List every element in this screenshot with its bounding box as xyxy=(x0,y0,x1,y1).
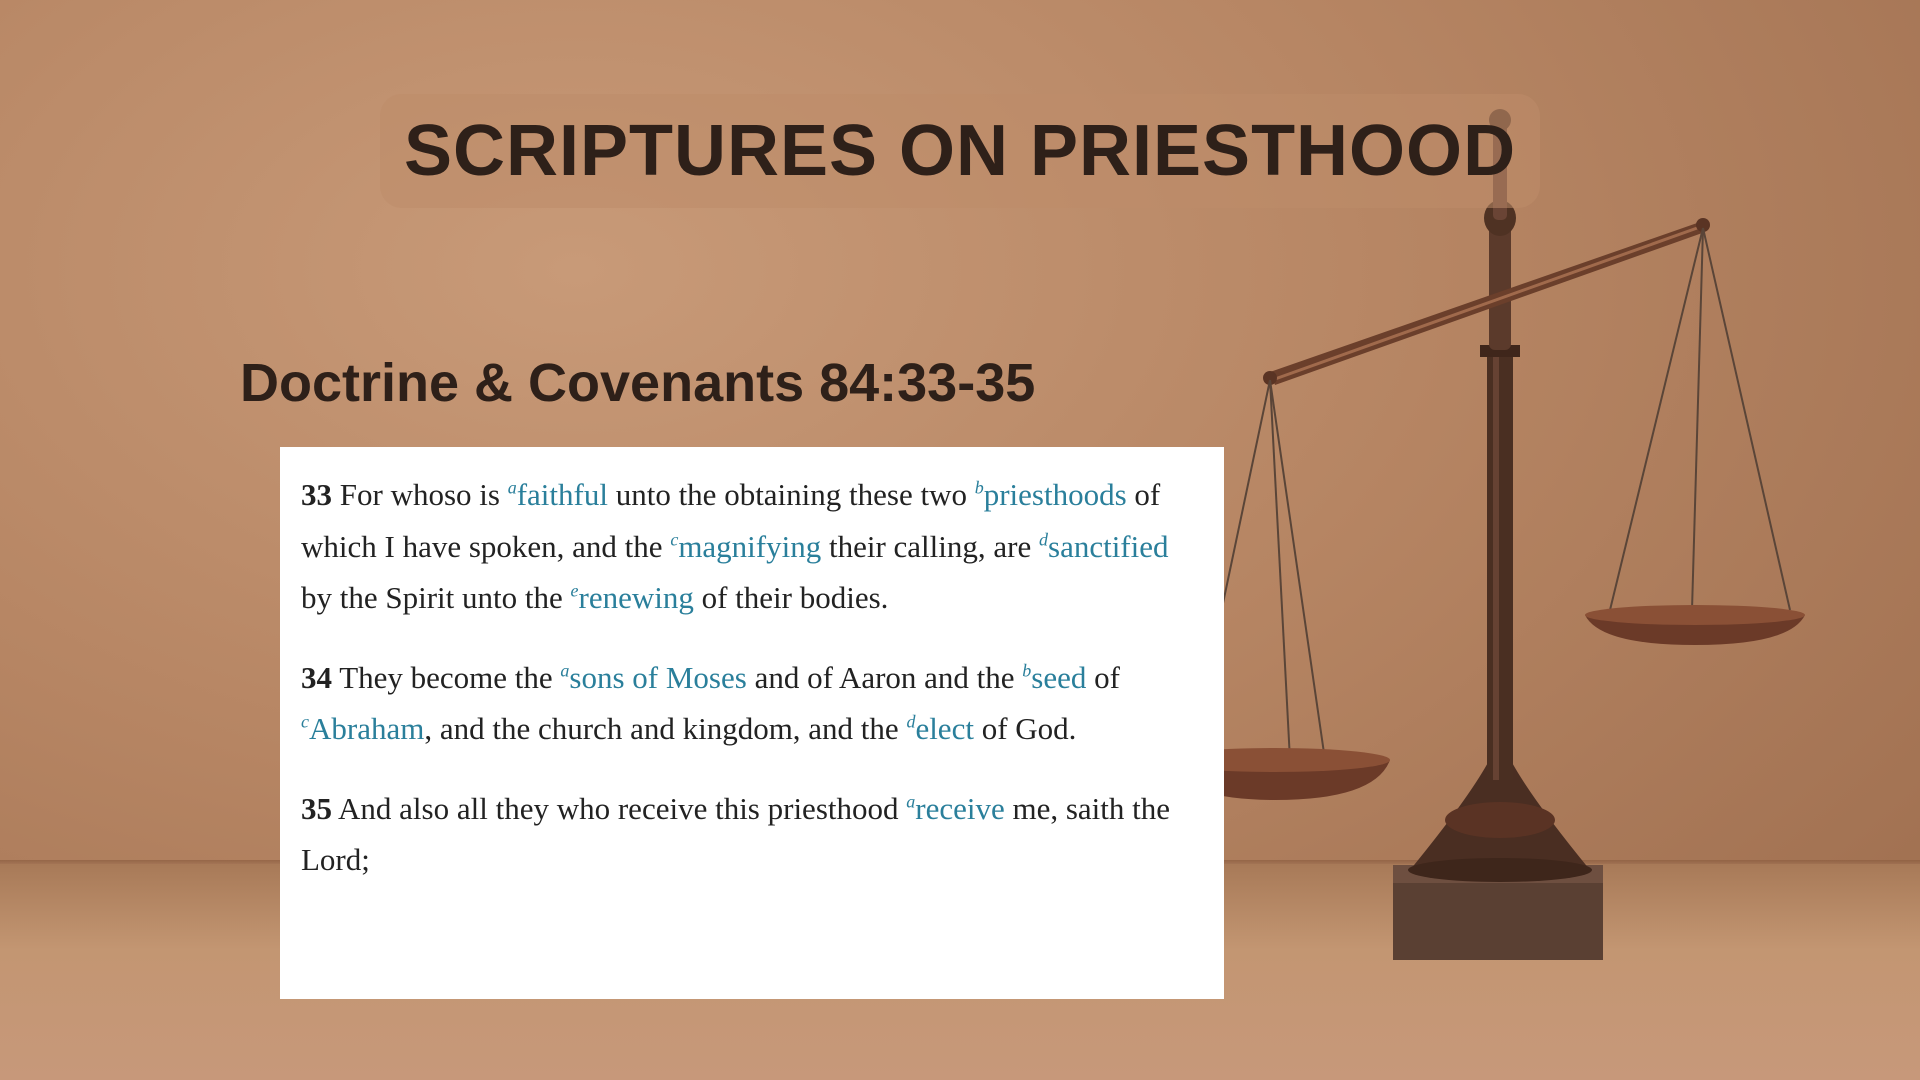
footnote-link[interactable]: priesthoods xyxy=(983,477,1127,512)
verse-text: of their bodies. xyxy=(693,580,889,615)
verse-number: 33 xyxy=(301,477,332,512)
verse-text: their calling, are xyxy=(821,528,1039,564)
footnote-marker[interactable]: a xyxy=(560,660,570,681)
footnote-link[interactable]: sanctified xyxy=(1048,528,1169,564)
footnote-marker[interactable]: c xyxy=(670,529,679,550)
footnote-link[interactable]: Abraham xyxy=(309,711,425,746)
footnote-marker[interactable]: d xyxy=(1039,529,1048,550)
footnote-link[interactable]: receive xyxy=(915,790,1005,826)
footnote-marker[interactable]: a xyxy=(507,477,517,498)
footnote-link[interactable]: faithful xyxy=(516,477,608,512)
verse-text: of xyxy=(1086,659,1120,695)
verse-text: me, saith the Lord; xyxy=(301,790,1171,877)
footnote-link[interactable]: elect xyxy=(915,711,974,746)
verse-number: 35 xyxy=(301,790,332,826)
footnote-link[interactable]: renewing xyxy=(578,580,694,615)
verse-text: , and the church and kingdom, and the xyxy=(424,711,907,746)
verse-text: They become the xyxy=(332,659,561,695)
footnote-link[interactable]: magnifying xyxy=(678,528,822,564)
verse-text: of which I have spoken, and the xyxy=(301,477,1161,564)
verse-text: unto the obtaining these two xyxy=(607,477,975,512)
footnote-marker[interactable]: d xyxy=(906,711,916,732)
footnote-marker[interactable]: b xyxy=(1022,660,1032,681)
footnote-marker[interactable]: b xyxy=(974,477,984,498)
verse-35 xyxy=(301,783,1204,886)
verse-text: of God. xyxy=(973,711,1077,746)
footnote-marker[interactable]: a xyxy=(906,791,916,812)
verse-33 xyxy=(301,469,1204,624)
scripture-reference: Doctrine & Covenants 84:33-35 xyxy=(240,353,1036,413)
verse-text: For whoso is xyxy=(332,477,508,512)
footnote-link[interactable]: seed xyxy=(1031,659,1087,695)
footnote-link[interactable]: sons of Moses xyxy=(569,659,747,695)
scales-of-justice-image xyxy=(1200,100,1820,970)
scripture-card xyxy=(280,447,1224,999)
verse-text: by the Spirit unto the xyxy=(301,580,571,615)
slide-title: SCRIPTURES ON PRIESTHOOD xyxy=(403,111,1517,191)
verse-number: 34 xyxy=(301,659,332,695)
footnote-marker[interactable]: c xyxy=(301,711,309,732)
verse-34 xyxy=(301,652,1204,755)
verse-text: And also all they who receive this priesthood xyxy=(332,790,907,826)
verse-text: and of Aaron and the xyxy=(746,659,1023,695)
footnote-marker[interactable]: e xyxy=(570,580,579,601)
